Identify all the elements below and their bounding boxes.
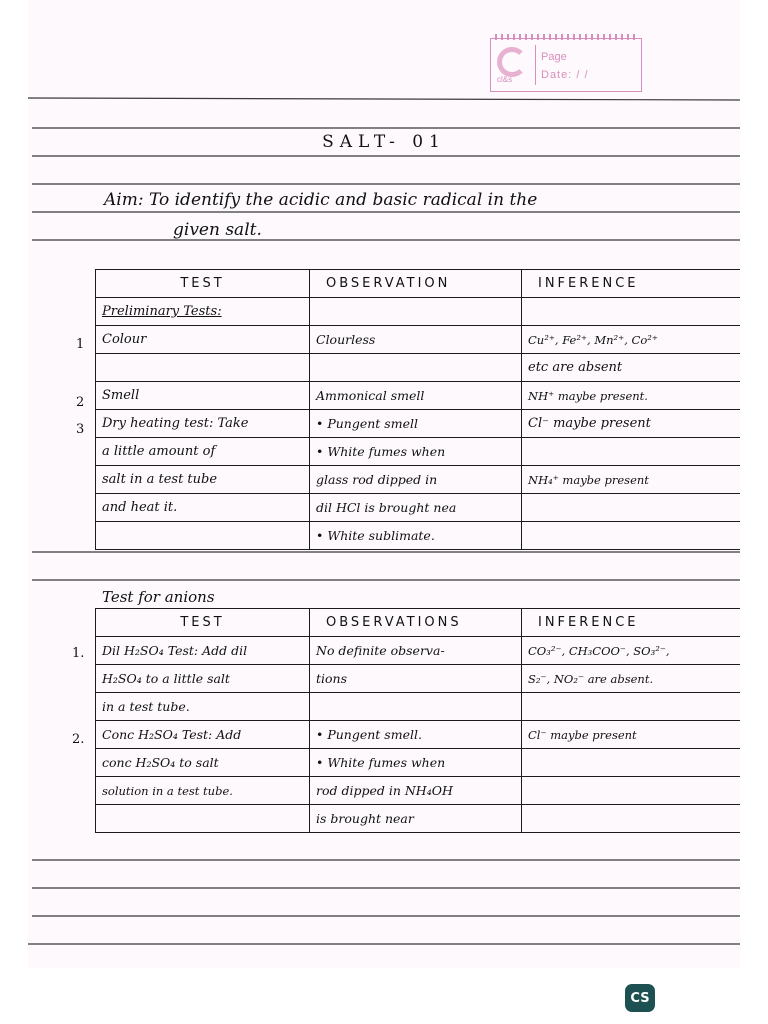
inference-cell [522, 805, 741, 833]
table-row [96, 494, 741, 522]
header-test: TEST [96, 270, 310, 298]
header-inference: INFERENCE [522, 270, 741, 298]
table-row [96, 749, 741, 777]
table-row [96, 466, 741, 494]
test-cell: solution in a test tube. [96, 777, 310, 805]
header-test: TEST [96, 609, 310, 637]
table-row [96, 298, 741, 326]
table-row [96, 522, 741, 550]
table-row [96, 438, 741, 466]
test-cell: a little amount of [96, 438, 310, 466]
camscanner-badge: CS [625, 984, 655, 1012]
observation-cell: glass rod dipped in [310, 466, 522, 494]
test-cell [96, 805, 310, 833]
inference-cell: Cl⁻ maybe present [522, 410, 741, 438]
inference-cell [522, 438, 741, 466]
row-number: 2 [76, 395, 85, 410]
inference-cell: S₂⁻, NO₂⁻ are absent. [522, 665, 741, 693]
observation-cell [310, 693, 522, 721]
stamp-date-label: Date: / / [541, 69, 589, 81]
observation-cell: • White fumes when [310, 438, 522, 466]
table-row [96, 693, 741, 721]
preliminary-tests-subheading: Preliminary Tests: [96, 298, 310, 326]
test-cell: Dil H₂SO₄ Test: Add dil [96, 637, 310, 665]
stamp-page-label: Page [541, 51, 567, 63]
inference-cell: etc are absent [522, 354, 741, 382]
aim-line-2: given salt. [173, 220, 262, 240]
stamp-logo-text: cl&s [497, 75, 513, 84]
table-row [96, 637, 741, 665]
table-cell [310, 298, 522, 326]
test-cell: H₂SO₄ to a little salt [96, 665, 310, 693]
observation-cell [310, 354, 522, 382]
table-row [96, 777, 741, 805]
inference-cell [522, 693, 741, 721]
page-date-stamp [490, 38, 642, 92]
header-inference: INFERENCE [522, 609, 741, 637]
observation-cell: rod dipped in NH₄OH [310, 777, 522, 805]
inference-cell: NH₄⁺ maybe present [522, 466, 741, 494]
table-header-row [96, 270, 741, 298]
inference-cell [522, 522, 741, 550]
observation-cell: • Pungent smell. [310, 721, 522, 749]
test-cell [96, 522, 310, 550]
table-row [96, 410, 741, 438]
table-row [96, 721, 741, 749]
header-observation: OBSERVATION [310, 270, 522, 298]
table-row [96, 382, 741, 410]
header-observations: OBSERVATIONS [310, 609, 522, 637]
row-number: 1 [76, 337, 85, 352]
test-cell: salt in a test tube [96, 466, 310, 494]
anion-tests-table [95, 608, 740, 833]
inference-cell: Cu²⁺, Fe²⁺, Mn²⁺, Co²⁺ [522, 326, 741, 354]
stamp-divider [535, 45, 536, 85]
inference-cell: Cl⁻ maybe present [522, 721, 741, 749]
notebook-page [28, 0, 740, 968]
test-cell: conc H₂SO₄ to salt [96, 749, 310, 777]
test-cell: Smell [96, 382, 310, 410]
observation-cell: tions [310, 665, 522, 693]
table-cell [522, 298, 741, 326]
test-cell: Conc H₂SO₄ Test: Add [96, 721, 310, 749]
test-cell: and heat it. [96, 494, 310, 522]
observation-cell: • White fumes when [310, 749, 522, 777]
inference-cell [522, 777, 741, 805]
table-row [96, 326, 741, 354]
observation-cell: Clourless [310, 326, 522, 354]
inference-cell [522, 749, 741, 777]
inference-cell [522, 494, 741, 522]
observation-cell: is brought near [310, 805, 522, 833]
table-row [96, 354, 741, 382]
test-cell [96, 354, 310, 382]
observation-cell: • White sublimate. [310, 522, 522, 550]
preliminary-tests-table [95, 269, 740, 550]
aim-line-1: Aim: To identify the acidic and basic radical in the [104, 190, 538, 210]
page-title: SALT- 01 [322, 132, 446, 152]
observation-cell: Ammonical smell [310, 382, 522, 410]
row-number: 1. [72, 646, 85, 661]
test-cell: Colour [96, 326, 310, 354]
inference-cell: CO₃²⁻, CH₃COO⁻, SO₃²⁻, [522, 637, 741, 665]
row-number: 3 [76, 422, 85, 437]
observation-cell: No definite observa- [310, 637, 522, 665]
classmate-logo [497, 47, 527, 77]
table-row [96, 805, 741, 833]
observation-cell: • Pungent smell [310, 410, 522, 438]
row-number: 2. [72, 732, 85, 747]
table-row [96, 665, 741, 693]
test-cell: in a test tube. [96, 693, 310, 721]
observation-cell: dil HCl is brought nea [310, 494, 522, 522]
table-header-row [96, 609, 741, 637]
stamp-spiral [495, 34, 637, 40]
anion-tests-heading: Test for anions [102, 588, 215, 606]
test-cell: Dry heating test: Take [96, 410, 310, 438]
inference-cell: NH⁺ maybe present. [522, 382, 741, 410]
